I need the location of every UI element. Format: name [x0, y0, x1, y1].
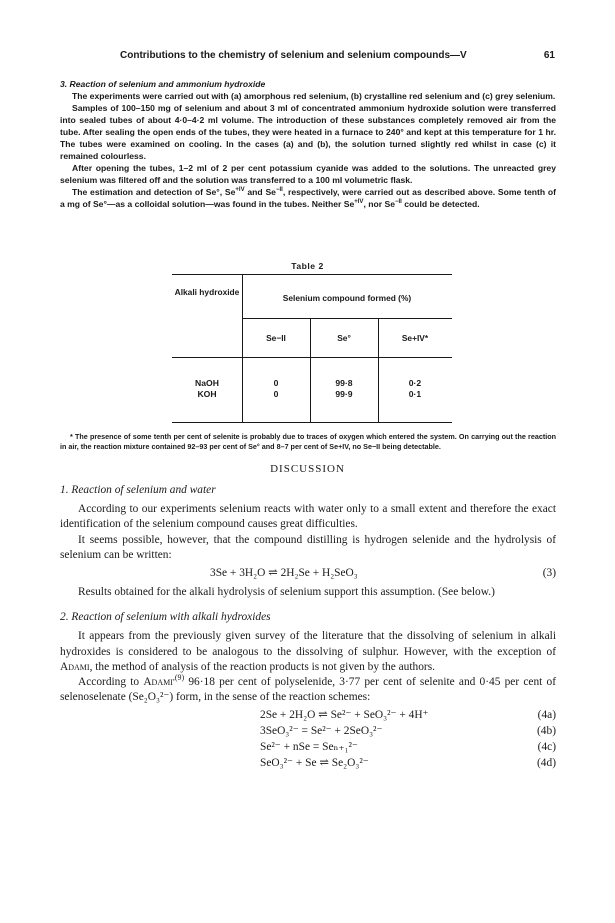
table-column-values — [242, 378, 310, 400]
table-cell: 99·8 — [335, 378, 353, 388]
section-3-heading: 3. Reaction of selenium and ammonium hydroxide — [60, 79, 266, 89]
table-column-values — [378, 378, 452, 400]
table-caption: Table 2 — [291, 261, 324, 271]
equation-4d — [60, 756, 556, 772]
equation-number: (4d) — [537, 757, 556, 770]
section-3-paragraph-1: The experiments were carried out with (a) amorphous red selenium, (b) crystalline red selenium and (c) grey selenium. — [72, 91, 556, 101]
page-number: 61 — [543, 50, 555, 61]
author-name: Adami — [143, 676, 173, 689]
equation-4b — [60, 724, 556, 740]
equation: 2Se + 2H₂O ⇌ Se²⁻ + SeO₃²⁻ + 4H⁺ — [260, 709, 429, 722]
table-bottom-rule — [172, 422, 452, 423]
table-cell: 0·2 — [408, 378, 422, 388]
equation: 3SeO₃²⁻ = Se²⁻ + 2SeO₃²⁻ — [260, 725, 383, 738]
table-col-alkali: Alkali hydroxide — [174, 287, 240, 297]
table-cell: 0 — [273, 389, 279, 399]
equation-3 — [60, 566, 556, 582]
running-title: Contributions to the chemistry of selenium and selenium compounds—V — [120, 50, 467, 61]
table-cell-alkali: KOH — [197, 389, 217, 399]
equation-number: (4b) — [537, 725, 556, 738]
equation: 3Se + 3H₂O ⇌ 2H₂Se + H₂SeO₃ — [210, 567, 358, 580]
discussion-heading: DISCUSSION — [270, 463, 345, 475]
table-subcol-se-0: Se° — [337, 333, 351, 343]
equation-4a — [60, 708, 556, 724]
equation-number: (3) — [542, 567, 556, 580]
equation-group-4 — [60, 708, 556, 772]
table-subheader-rule — [242, 318, 452, 319]
equation: SeO₃²⁻ + Se ⇌ Se₂O₃²⁻ — [260, 757, 369, 770]
table-footnote: * The presence of some tenth per cent of selenite is probably due to traces of oxygen which entered the system. On carrying out the reaction in air, the reaction mixture contained 92–93 per cent of Se° and 8–7 per cent of Se+IV, no Se−II being detectable. — [60, 432, 556, 451]
subsection-2-heading: 2. Reaction of selenium with alkali hydroxides — [60, 611, 271, 624]
table-cell: 99·9 — [335, 389, 353, 399]
equation-number: (4c) — [537, 741, 556, 754]
subsection-1-paragraph-1: According to our experiments selenium reacts with water only to a small extent and therefore the exact identification of the selenium compound causes great difficulties. — [60, 503, 556, 531]
citation-ref: ,(9) — [172, 673, 185, 683]
table-cell-alkali: NaOH — [195, 378, 219, 388]
subsection-1-paragraph-2: It seems possible, however, that the compound distilling is hydrogen selenide and the hydrolysis of selenium can be written: — [60, 533, 556, 561]
section-3-paragraph-4: The estimation and detection of Se°, $Se^{+IV}$ and $Se^{-II}$, respectively, were carried out as described above. Some tenth of a mg of Se°—as a colloidal solution—was found in the tubes. Neither $Se^{+IV}$, nor $Se^{-II}$ could be detected. — [60, 187, 556, 209]
author-name: Adami — [60, 660, 90, 673]
section-3 — [60, 78, 556, 210]
table-cell: 0·1 — [408, 389, 422, 399]
section-3-paragraph-3: After opening the tubes, 1–2 ml of 2 per cent potassium cyanide was added to the solutions. The unreacted grey selenium was filtered off and the solution was transferred to a 100 ml volumetric flask. — [60, 163, 556, 185]
table-cell: 0 — [273, 378, 279, 388]
section-3-paragraph-2: Samples of 100–150 mg of selenium and about 3 ml of concentrated ammonium hydroxide solution were transferred into sealed tubes of about 4·0–4·2 ml volume. The introduction of these substances completely removed air from the tube. After sealing the open ends of the tubes, they were heated in a furnace to 240° and kept at this temperature for 1 hr. The tubes were examined on cooling. In the cases (a) and (b), the solution turned slightly red whilst in case (c) it remained colourless. — [60, 103, 556, 161]
discussion-body — [60, 483, 556, 772]
equation-number: (4a) — [537, 709, 556, 722]
table-top-rule — [172, 274, 452, 275]
subsection-2-paragraph-2: According to Adami$^{,(9)}$ 96·18 per cent of polyselenide, 3·77 per cent of selenite and 0·45 per cent of selenoselenate (Se₂O₃²⁻) form, in the sense of the reaction schemes: — [60, 673, 556, 704]
table-col-group: Selenium compound formed (%) — [282, 293, 412, 303]
equation: Se²⁻ + nSe = Seₙ₊₁²⁻ — [260, 741, 358, 754]
subsection-1-heading: 1. Reaction of selenium and water — [60, 484, 216, 496]
table-header-rule — [172, 357, 452, 358]
equation-4c — [60, 740, 556, 756]
subsection-2-paragraph-1: It appears from the previously given survey of the literature that the dissolving of selenium in alkali hydroxides is considered to be analogous to the dissolving of sulphur. However, with the exception of Adami, the method of analysis of the reaction products is not given by the authors. — [60, 630, 556, 673]
table-column-values — [310, 378, 378, 400]
table-row — [172, 378, 242, 400]
table-subcol-se-plus4: Se+IV* — [401, 333, 429, 343]
subsection-1-paragraph-3: Results obtained for the alkali hydrolysis of selenium support this assumption. (See below.) — [78, 586, 495, 599]
table-subcol-se-minus2: Se−II — [266, 333, 286, 343]
